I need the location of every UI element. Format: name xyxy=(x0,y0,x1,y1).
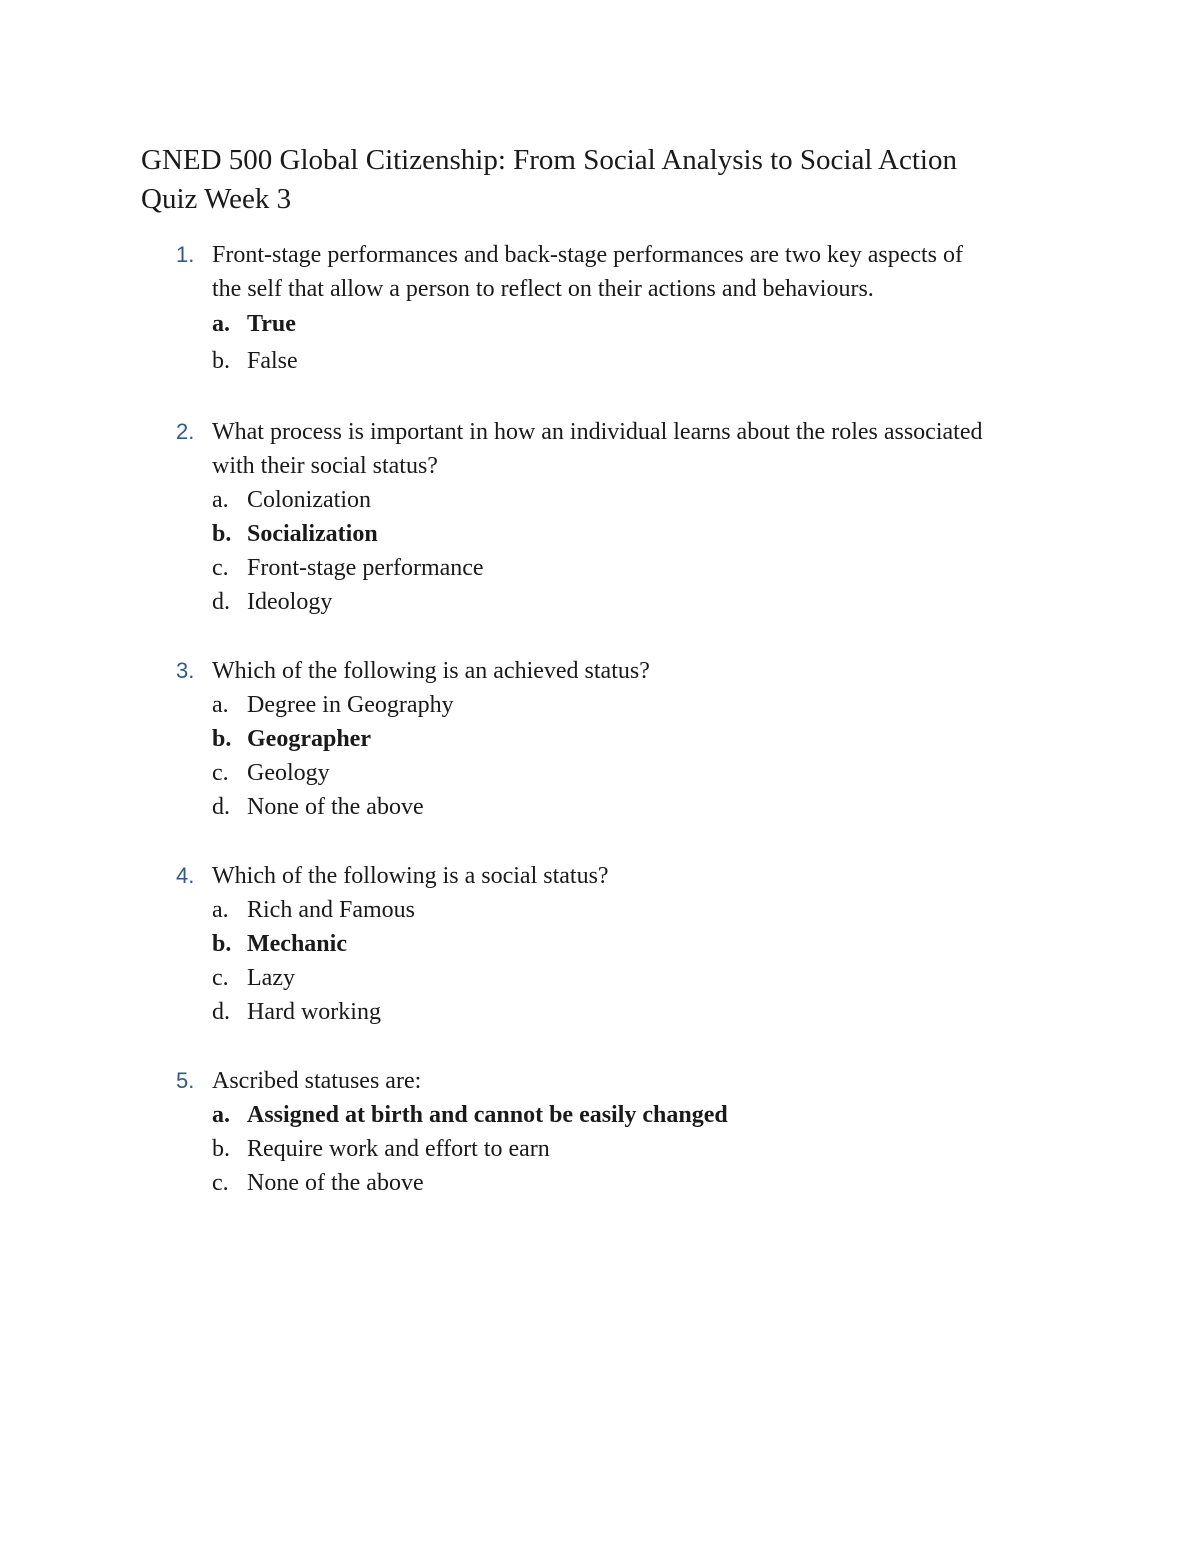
option-letter: b. xyxy=(212,348,230,374)
option-letter: a. xyxy=(212,487,229,513)
title-line-course: GNED 500 Global Citizenship: From Social Analysis to Social Action xyxy=(141,144,957,176)
option-text: Geology xyxy=(247,760,330,786)
title-line-quiz: Quiz Week 3 xyxy=(141,183,292,215)
option-letter: b. xyxy=(212,1136,230,1162)
option-text: False xyxy=(247,348,298,374)
option-text: Require work and effort to earn xyxy=(247,1136,550,1162)
option-letter: c. xyxy=(212,965,229,991)
question-text: Which of the following is an achieved status? xyxy=(212,658,650,684)
document-title xyxy=(141,141,1151,219)
option-b xyxy=(212,343,1200,380)
option-a xyxy=(212,306,1200,343)
option-c xyxy=(212,961,1200,995)
question-number: 3. xyxy=(176,658,195,683)
question-2 xyxy=(0,415,1200,619)
option-text: Mechanic xyxy=(247,931,347,957)
option-letter: a. xyxy=(212,1102,230,1128)
option-letter: d. xyxy=(212,794,230,820)
option-list xyxy=(0,483,1200,619)
option-a xyxy=(212,688,1200,722)
option-letter: a. xyxy=(212,897,229,923)
question-number: 1. xyxy=(176,242,195,267)
option-letter: b. xyxy=(212,521,232,547)
option-list xyxy=(0,1098,1200,1200)
option-a xyxy=(212,893,1200,927)
question-1 xyxy=(0,238,1200,380)
option-letter: a. xyxy=(212,311,230,337)
option-letter: b. xyxy=(212,726,232,752)
option-letter: b. xyxy=(212,931,232,957)
option-text: None of the above xyxy=(247,794,424,820)
option-text: Ideology xyxy=(247,589,333,615)
question-list xyxy=(0,238,1200,1235)
option-b xyxy=(212,722,1200,756)
question-5 xyxy=(0,1064,1200,1200)
option-text: None of the above xyxy=(247,1170,424,1196)
option-text: Hard working xyxy=(247,999,381,1025)
option-b xyxy=(212,517,1200,551)
question-number: 5. xyxy=(176,1068,195,1093)
option-text: Degree in Geography xyxy=(247,692,454,718)
question-text: Which of the following is a social status? xyxy=(212,863,609,889)
option-a xyxy=(212,483,1200,517)
question-text: Front-stage performances and back-stage performances are two key aspects of the self that allow a person to reflect on their actions and behaviours. xyxy=(212,242,964,302)
option-letter: c. xyxy=(212,760,229,786)
option-text: Assigned at birth and cannot be easily changed xyxy=(247,1102,728,1128)
question-number: 2. xyxy=(176,419,195,444)
option-letter: c. xyxy=(212,1170,229,1196)
question-text: Ascribed statuses are: xyxy=(212,1068,422,1094)
option-d xyxy=(212,995,1200,1029)
option-letter: c. xyxy=(212,555,229,581)
option-b xyxy=(212,927,1200,961)
option-list xyxy=(0,688,1200,824)
option-d xyxy=(212,790,1200,824)
option-a xyxy=(212,1098,1200,1132)
question-3 xyxy=(0,654,1200,824)
option-text: Lazy xyxy=(247,965,295,991)
option-text: Colonization xyxy=(247,487,371,513)
option-text: Socialization xyxy=(247,521,378,547)
option-b xyxy=(212,1132,1200,1166)
option-list xyxy=(0,306,1200,380)
question-number: 4. xyxy=(176,863,195,888)
option-letter: d. xyxy=(212,589,230,615)
question-text: What process is important in how an individual learns about the roles associated with their social status? xyxy=(212,419,983,479)
option-letter: a. xyxy=(212,692,229,718)
option-c xyxy=(212,551,1200,585)
option-text: Geographer xyxy=(247,726,371,752)
option-text: Front-stage performance xyxy=(247,555,484,581)
option-d xyxy=(212,585,1200,619)
option-text: Rich and Famous xyxy=(247,897,415,923)
option-letter: d. xyxy=(212,999,230,1025)
option-text: True xyxy=(247,311,296,337)
option-c xyxy=(212,756,1200,790)
option-c xyxy=(212,1166,1200,1200)
question-4 xyxy=(0,859,1200,1029)
option-list xyxy=(0,893,1200,1029)
